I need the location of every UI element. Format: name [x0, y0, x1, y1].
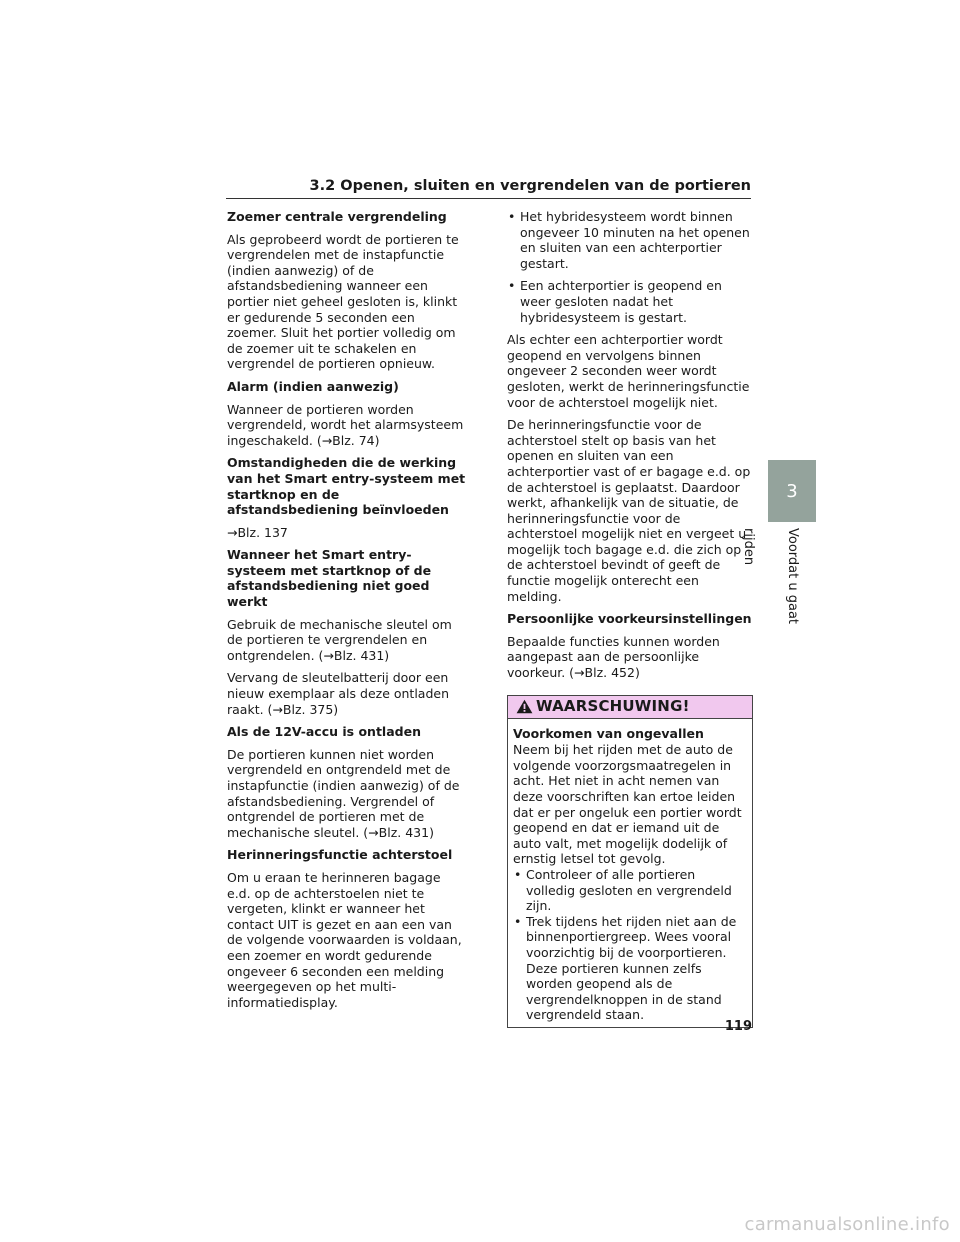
list-item: • Een achterportier is geopend en weer gesloten nadat het hybridesysteem is gestart. [508, 278, 722, 325]
paragraph: Als echter een achterportier wordt geopend en vervolgens binnen ongeveer 2 seconden weer wordt gesloten, werkt de herinneringsfunctie voor de achterstoel mogelijk niet. [507, 332, 750, 410]
heading-conditions: Omstandigheden die de werking van het Smart entry-systeem met startknop en de afstandsbediening beïnvloeden [227, 455, 466, 518]
heading-central-lock-buzzer: Zoemer centrale vergrendeling [227, 209, 447, 224]
warning-title: WAARSCHUWING! [536, 696, 690, 715]
warning-triangle-icon [516, 699, 533, 714]
heading-rear-seat-reminder: Herinneringsfunctie achterstoel [227, 847, 453, 863]
chapter-title: Voordat u gaat rijden [741, 528, 800, 625]
heading-not-working: Wanneer het Smart entry-systeem met startknop of de afstandsbediening niet goed werkt [227, 547, 432, 610]
section-title: 3.2 Openen, sluiten en vergrendelen van de portieren [309, 178, 751, 194]
chapter-tab [768, 460, 816, 522]
paragraph: Gebruik de mechanische sleutel om de portieren te vergrendelen en ontgrendelen. (→Blz. 431) [227, 616, 452, 663]
bullet: • [508, 209, 516, 224]
paragraph: Bepaalde functies kunnen worden aangepast aan de persoonlijke voorkeur. (→Blz. 452) [507, 633, 720, 681]
section-header [226, 176, 751, 199]
paragraph: Vervang de sleutelbatterij door een nieuw exemplaar als deze ontladen raakt. (→Blz. 375) [227, 670, 450, 717]
paragraph: De herinneringsfunctie voor de achterstoel stelt op basis van het openen en sluiten van een achterportier vast of er bagage e.d. op de achterstoel is geplaatst. Daardoor werkt, afhankelijk van de situatie, de herinneringsfunctie voor de achterstoel mogelijk niet en vergeet u mogelijk toch bagage e.d. die zich op de achterstoel bevindt of geeft de functie mogelijk onterecht een melding. [507, 417, 751, 604]
chapter-number: 3 [786, 480, 798, 502]
warning-text: Neem bij het rijden met de auto de volgende voorzorgsmaatregelen in acht. Het niet in acht nemen van deze voorschriften kan ertoe leiden dat er per ongeluk een portier wordt geopend en dat er iemand uit de auto valt, met mogelijk dodelijk of ernstig letsel tot gevolg. [513, 742, 742, 867]
paragraph: Wanneer de portieren worden vergrendeld, wordt het alarmsysteem ingeschakeld. (→Blz. 74) [227, 401, 464, 448]
paragraph: De portieren kunnen niet worden vergrendeld en ontgrendeld met de instapfunctie (indien aanwezig) of de afstandsbediening. Vergrendel of ontgrendel de portieren met de mechanische sleutel. (→Blz. 431) [227, 746, 460, 840]
list-item: • Controleer of alle portieren volledig gesloten en vergrendeld zijn. [514, 866, 732, 914]
paragraph: Als geprobeerd wordt de portieren te vergrendelen met de instapfunctie (indien aanwezig) of de afstandsbediening wanneer een portier niet geheel gesloten is, klinkt er gedurende 5 seconden een zoemer. Sluit het portier volledig om de zoemer uit te schakelen en vergrendel de portieren opnieuw. [227, 231, 459, 372]
bullet: • [514, 866, 522, 882]
left-column [227, 209, 467, 1017]
bullet: • [514, 913, 522, 929]
heading-battery-discharged: Als de 12V-accu is ontladen [227, 724, 421, 740]
page-number: 119 [724, 1019, 752, 1034]
warning-body [508, 719, 752, 1027]
warning-box [507, 695, 753, 1028]
heading-alarm: Alarm (indien aanwezig) [227, 378, 399, 394]
watermark: carmanualsonline.info [744, 1214, 950, 1235]
warning-list [513, 867, 746, 1023]
heading-personal-settings: Persoonlijke voorkeursinstellingen [507, 611, 752, 627]
paragraph: Om u eraan te herinneren bagage e.d. op de achterstoelen niet te vergeten, klinkt er wanneer het contact UIT is gezet en aan een van de volgende voorwaarden is voldaan, een zoemer en wordt gedurende ongeveer 6 seconden een melding weergegeven op het multi-informatiedisplay. [227, 869, 462, 1010]
warning-header [508, 696, 752, 719]
paragraph: →Blz. 137 [227, 524, 288, 540]
bullet: • [508, 278, 516, 294]
right-column [507, 209, 752, 1028]
list-item: • Het hybridesysteem wordt binnen ongeveer 10 minuten na het openen en sluiten van een achterportier gestart. [508, 209, 750, 271]
list-item: • Trek tijdens het rijden niet aan de binnenportiergreep. Wees vooral voorzichtig bij de voorportieren. Deze portieren kunnen zelfs worden geopend als de vergrendelknoppen in de stand vergrendeld staan. [514, 913, 737, 1023]
warning-subtitle: Voorkomen van ongevallen [513, 725, 704, 741]
condition-list [507, 209, 752, 325]
